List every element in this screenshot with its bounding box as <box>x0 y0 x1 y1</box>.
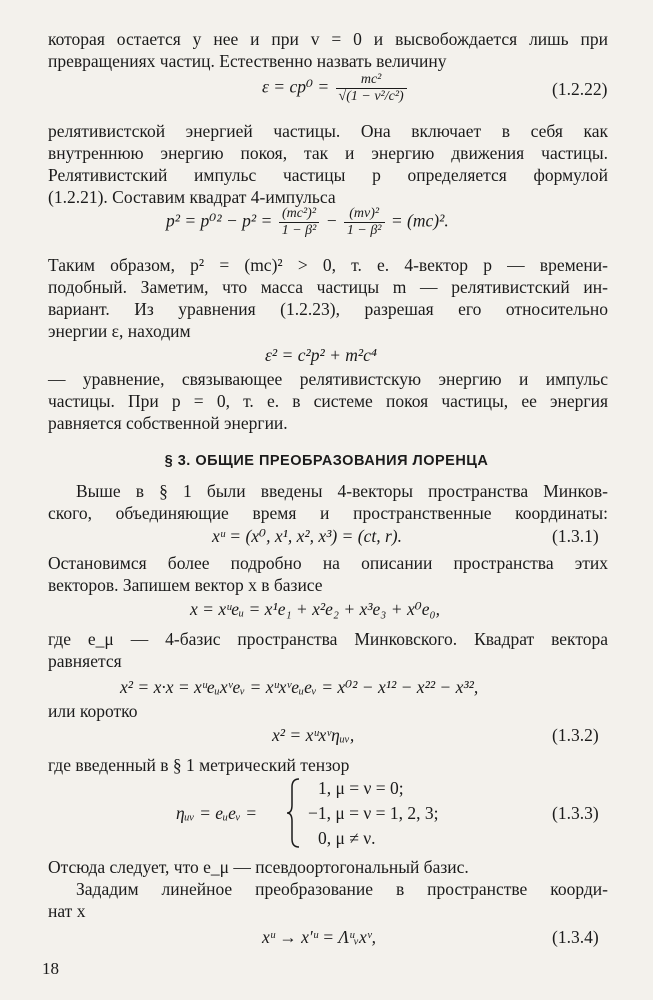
text-line-8: вариант. Из уравнения (1.2.23), разрешая его относительно <box>48 299 608 319</box>
equation-1-3-2: x² = xᵘxᵛηᵤᵥ, <box>272 725 355 745</box>
equation-1-3-3-lhs: ηᵤᵥ = eᵤeᵥ = <box>176 803 258 823</box>
eq-number-1-3-1: (1.3.1) <box>552 526 599 546</box>
eq-1-2-22-lhs: ε = cp⁰ = <box>262 76 330 97</box>
text-line-19: или коротко <box>48 701 138 721</box>
eq-p2-rhs: = (mc)². <box>390 210 449 231</box>
eq-number-1-3-4: (1.3.4) <box>552 927 599 947</box>
page-number: 18 <box>42 959 59 978</box>
text-line-1: которая остается у нее и при v = 0 и высвобождается лишь при <box>48 29 608 49</box>
eq-p2-f2-den: 1 − β² <box>346 223 382 238</box>
equation-1-3-4: xᵘ → x′ᵘ = Λᵘᵥxᵛ, <box>262 927 377 947</box>
eq-1-3-3-case-1: 1, μ = ν = 0; <box>318 778 404 798</box>
text-line-10: — уравнение, связывающее релятивистскую энергию и импульс <box>48 369 608 389</box>
text-line-18: равняется <box>48 651 122 671</box>
equation-p-squared <box>166 206 449 239</box>
text-line-13: Выше в § 1 были введены 4-векторы пространства Минков- <box>76 481 608 501</box>
text-line-22: Зададим линейное преобразование в пространстве коорди- <box>76 879 608 899</box>
equation-1-3-1: xᵘ = (x⁰, x¹, x², x³) = (ct, r). <box>212 526 402 546</box>
text-line-23: нат x <box>48 901 86 921</box>
eq-1-3-3-case-2: −1, μ = ν = 1, 2, 3; <box>308 803 439 823</box>
eq-p2-f1-num: (mc²)² <box>279 206 320 223</box>
equation-square: x² = x·x = xᵘeᵤxᵛeᵥ = xᵘxᵛeᵤeᵥ = x⁰² − x¹² − x²² − x³², <box>120 677 479 697</box>
text-line-2: превращениях частиц. Естественно назвать величину <box>48 51 447 71</box>
eq-1-3-3-case-3: 0, μ ≠ ν. <box>318 828 376 848</box>
eq-p2-f1-den: 1 − β² <box>281 223 317 238</box>
text-line-6: (1.2.21). Составим квадрат 4-импульса <box>48 187 336 207</box>
equation-1-2-22 <box>262 72 409 105</box>
eq-number-1-2-22: (1.2.22) <box>552 79 608 99</box>
eq-p2-fraction-1 <box>279 206 320 239</box>
left-brace-icon <box>285 777 301 849</box>
eq-p2-minus: − <box>325 210 338 231</box>
text-line-9: энергии ε, находим <box>48 321 191 341</box>
text-line-17: где e_μ — 4-базис пространства Минковского. Квадрат вектора <box>48 629 608 649</box>
text-line-3: релятивистской энергией частицы. Она включает в себя как <box>48 121 608 141</box>
text-line-14: ского, объединяющие время и пространственные координаты: <box>48 503 608 523</box>
text-line-15: Остановимся более подробно на описании пространства этих <box>48 553 608 573</box>
text-line-7a: Таким образом, p² = (mc)² > 0, т. е. 4-вектор p — времени- <box>48 255 608 275</box>
eq-p2-lhs: p² = p⁰² − p² = <box>166 210 273 231</box>
eq-number-1-3-3: (1.3.3) <box>552 803 599 823</box>
text-line-20: где введенный в § 1 метрический тензор <box>48 755 350 775</box>
equation-energy: ε² = c²p² + m²c⁴ <box>265 345 378 365</box>
equation-basis: x = xᵘeᵤ = x¹e₁ + x²e₂ + x³e₃ + x⁰e₀, <box>190 599 440 619</box>
eq-1-2-22-numerator: mc² <box>336 72 407 89</box>
text-line-16: векторов. Запишем вектор x в базисе <box>48 575 323 595</box>
eq-p2-f2-num: (mv)² <box>344 206 385 223</box>
eq-1-2-22-denominator: √(1 − v²/c²) <box>338 89 404 104</box>
text-line-5: Релятивистский импульс частицы p определяется формулой <box>48 165 608 185</box>
section-heading: § 3. ОБЩИЕ ПРЕОБРАЗОВАНИЯ ЛОРЕНЦА <box>164 453 489 469</box>
text-line-11: частицы. При p = 0, т. е. в системе покоя частицы, ее энергия <box>48 391 608 411</box>
eq-1-2-22-fraction <box>336 72 407 105</box>
text-line-7b: подобный. Заметим, что масса частицы m — релятивистский ин- <box>48 277 608 297</box>
eq-p2-fraction-2 <box>344 206 385 239</box>
text-line-12: равняется собственной энергии. <box>48 413 288 433</box>
text-line-4: внутреннюю энергию покоя, так и энергию движения частицы. <box>48 143 608 163</box>
text-line-21: Отсюда следует, что e_μ — псевдоортогональный базис. <box>48 857 469 877</box>
eq-number-1-3-2: (1.3.2) <box>552 725 599 745</box>
